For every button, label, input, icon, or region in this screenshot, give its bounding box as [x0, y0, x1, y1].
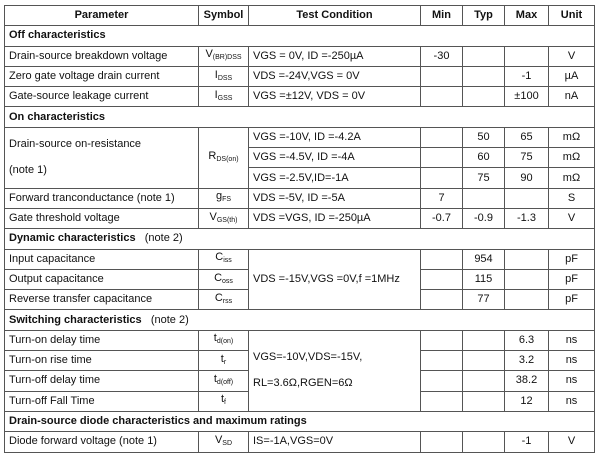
min-cell: 7 [421, 188, 463, 208]
typ-cell: 50 [463, 127, 505, 147]
unit-cell: ns [549, 391, 595, 411]
max-cell: -1.3 [505, 208, 549, 228]
param-cell: Gate-source leakage current [5, 87, 199, 107]
unit-cell: V [549, 208, 595, 228]
symbol-cell: $C_{iss}$ [199, 249, 249, 269]
typ-cell: -0.9 [463, 208, 505, 228]
min-cell: -30 [421, 46, 463, 66]
condition-cell: VGS =-2.5V,ID=-1A [249, 168, 421, 188]
header-unit: Unit [549, 6, 595, 26]
max-cell: -1 [505, 432, 549, 452]
typ-cell [463, 87, 505, 107]
param-cell: Input capacitance [5, 249, 199, 269]
symbol-cell: $C_{oss}$ [199, 269, 249, 289]
min-cell [421, 87, 463, 107]
unit-cell: µA [549, 66, 595, 86]
unit-cell: V [549, 46, 595, 66]
param-cell: Zero gate voltage drain current [5, 66, 199, 86]
typ-cell [463, 371, 505, 391]
typ-cell [463, 188, 505, 208]
param-cell: Turn-on delay time [5, 330, 199, 350]
min-cell [421, 66, 463, 86]
table-row [5, 432, 595, 452]
typ-cell [463, 391, 505, 411]
min-cell [421, 432, 463, 452]
max-cell: -1 [505, 66, 549, 86]
unit-cell: pF [549, 269, 595, 289]
symbol-cell: $t_{d(on)}$ [199, 330, 249, 350]
typ-cell: 115 [463, 269, 505, 289]
unit-cell: pF [549, 290, 595, 310]
param-cell: Diode forward voltage (note 1) [5, 432, 199, 452]
max-cell [505, 290, 549, 310]
typ-cell: 77 [463, 290, 505, 310]
min-cell [421, 351, 463, 371]
symbol-cell: $V_{SD}$ [199, 432, 249, 452]
section-title: Drain-source diode characteristics and maximum ratings [5, 411, 595, 431]
section-row-dynamic [5, 229, 595, 249]
max-cell [505, 46, 549, 66]
typ-cell [463, 330, 505, 350]
max-cell: 65 [505, 127, 549, 147]
symbol-cell: $g_{FS}$ [199, 188, 249, 208]
max-cell [505, 249, 549, 269]
typ-cell: 954 [463, 249, 505, 269]
header-row [5, 6, 595, 26]
table-row [5, 208, 595, 228]
section-title: On characteristics [5, 107, 595, 127]
typ-cell [463, 46, 505, 66]
param-cell: Turn-off delay time [5, 371, 199, 391]
typ-cell [463, 66, 505, 86]
section-row-on [5, 107, 595, 127]
max-cell: 75 [505, 148, 549, 168]
max-cell: 3.2 [505, 351, 549, 371]
max-cell [505, 188, 549, 208]
unit-cell: ns [549, 351, 595, 371]
condition-cell: VDS =-24V,VGS = 0V [249, 66, 421, 86]
typ-cell: 60 [463, 148, 505, 168]
unit-cell: S [549, 188, 595, 208]
unit-cell: ns [549, 330, 595, 350]
condition-cell: VGS =-10V, ID =-4.2A [249, 127, 421, 147]
section-row-diode [5, 411, 595, 431]
header-max: Max [505, 6, 549, 26]
table-row [5, 46, 595, 66]
section-title: Switching characteristics (note 2) [5, 310, 595, 330]
symbol-cell: $I_{DSS}$ [199, 66, 249, 86]
table-row [5, 249, 595, 269]
table-row [5, 87, 595, 107]
param-cell: Forward tranconductance (note 1) [5, 188, 199, 208]
typ-cell [463, 351, 505, 371]
symbol-cell: $t_r$ [199, 351, 249, 371]
param-cell: Turn-on rise time [5, 351, 199, 371]
section-title: Off characteristics [5, 26, 595, 46]
unit-cell: V [549, 432, 595, 452]
symbol-cell: $t_{d(off)}$ [199, 371, 249, 391]
condition-cell: VGS =-4.5V, ID =-4A [249, 148, 421, 168]
header-test-condition: Test Condition [249, 6, 421, 26]
header-min: Min [421, 6, 463, 26]
max-cell: 6.3 [505, 330, 549, 350]
typ-cell [463, 432, 505, 452]
unit-cell: mΩ [549, 148, 595, 168]
symbol-cell: $V_{GS(th)}$ [199, 208, 249, 228]
min-cell [421, 148, 463, 168]
header-symbol: Symbol [199, 6, 249, 26]
unit-cell: mΩ [549, 127, 595, 147]
param-cell: Turn-off Fall Time [5, 391, 199, 411]
max-cell [505, 269, 549, 289]
min-cell [421, 330, 463, 350]
min-cell [421, 371, 463, 391]
max-cell: 12 [505, 391, 549, 411]
electrical-characteristics-table [4, 5, 595, 453]
symbol-cell: $C_{rss}$ [199, 290, 249, 310]
condition-cell: VDS =-15V,VGS =0V,f =1MHz [249, 249, 421, 310]
min-cell [421, 290, 463, 310]
condition-cell: VGS =±12V, VDS = 0V [249, 87, 421, 107]
min-cell [421, 249, 463, 269]
typ-cell: 75 [463, 168, 505, 188]
table-row [5, 330, 595, 350]
condition-cell: VDS =VGS, ID =-250µA [249, 208, 421, 228]
symbol-cell: $R_{DS(on)}$ [199, 127, 249, 188]
condition-cell: VDS =-5V, ID =-5A [249, 188, 421, 208]
header-parameter: Parameter [5, 6, 199, 26]
param-cell: Reverse transfer capacitance [5, 290, 199, 310]
condition-cell: IS=-1A,VGS=0V [249, 432, 421, 452]
unit-cell: mΩ [549, 168, 595, 188]
max-cell: 38.2 [505, 371, 549, 391]
section-title: Dynamic characteristics (note 2) [5, 229, 595, 249]
param-cell: Gate threshold voltage [5, 208, 199, 228]
max-cell: 90 [505, 168, 549, 188]
unit-cell: ns [549, 371, 595, 391]
max-cell: ±100 [505, 87, 549, 107]
param-cell: Drain-source on-resistance (note 1) [5, 127, 199, 188]
symbol-cell: $I_{GSS}$ [199, 87, 249, 107]
condition-cell: VGS=-10V,VDS=-15V, RL=3.6Ω,RGEN=6Ω [249, 330, 421, 411]
condition-cell: VGS = 0V, ID =-250µA [249, 46, 421, 66]
symbol-cell: $t_f$ [199, 391, 249, 411]
section-row-switching [5, 310, 595, 330]
table-row [5, 127, 595, 147]
table-row [5, 66, 595, 86]
min-cell [421, 269, 463, 289]
section-row-off [5, 26, 595, 46]
unit-cell: nA [549, 87, 595, 107]
unit-cell: pF [549, 249, 595, 269]
symbol-cell: $V_{(BR)DSS}$ [199, 46, 249, 66]
param-cell: Output capacitance [5, 269, 199, 289]
min-cell [421, 168, 463, 188]
table-row [5, 188, 595, 208]
header-typ: Typ [463, 6, 505, 26]
min-cell [421, 391, 463, 411]
param-cell: Drain-source breakdown voltage [5, 46, 199, 66]
min-cell: -0.7 [421, 208, 463, 228]
min-cell [421, 127, 463, 147]
